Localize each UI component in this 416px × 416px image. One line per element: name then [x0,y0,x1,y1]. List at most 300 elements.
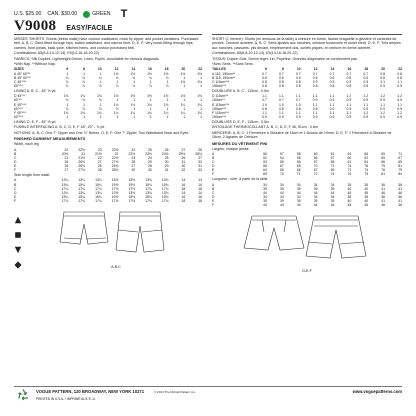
value-cell: 34 [263,195,267,200]
value-cell: 10 [296,67,301,72]
value-cell: 46 [381,191,385,196]
footer-copyright: © 2014 The McCall Pattern Co. [154,390,196,394]
value-cell: 40 [364,186,369,191]
value-cell: 67 [398,156,402,160]
value-cell: 0.8 [329,83,335,88]
value-cell: 20½ [61,151,69,156]
price-can: CAN. $30.00 [47,11,78,17]
value-cell: 41 [381,186,385,191]
value-cell: 1.1 [295,94,301,99]
value-cell: 57 [313,160,318,165]
value-cell: 0.9 [312,79,318,84]
value-cell: 1½ [163,94,169,99]
value-cell: 44 [330,203,335,208]
value-cell: 60 [347,156,352,160]
divider-fr [212,34,402,35]
value-cell: 6 [264,67,267,72]
value-cell: 1 [166,114,169,119]
value-cell: 0.8 [380,71,385,76]
value-cell: 34 [330,195,335,200]
value-cell: 0.9 [312,98,318,103]
value-cell: 17½ [111,198,119,203]
value-cell: 0.9 [329,114,335,119]
value-cell: 35 [364,195,369,200]
value-cell: 1 [166,79,169,84]
value-cell: 8 [281,67,284,72]
value-cell: 28½ [111,167,119,172]
value-cell: 0.8 [363,83,369,88]
value-cell: 15¼ [61,194,69,199]
table-row [212,172,402,176]
row-label-cell: A [212,151,215,156]
row-label-cell: E [14,194,17,199]
value-cell: 1 [200,114,202,119]
value-cell: 41 [381,199,385,204]
value-cell: 15¼ [95,194,102,199]
value-cell: 23½ [145,151,152,156]
value-cell: 32 [198,159,202,164]
value-cell: 14 [198,178,202,183]
value-cell: 0.8 [262,83,267,88]
value-cell: 13¾ [145,178,152,183]
value-cell: 1.1 [380,79,385,84]
value-cell: 25 [148,147,152,152]
value-cell: 16 [148,67,152,72]
value-cell: 66 [364,151,369,156]
value-cell: 40 [364,199,369,204]
value-cell: 67 [279,164,284,169]
value-cell: 1 [83,71,85,76]
row-label-cell: 60"*** [14,106,23,111]
value-cell: 36 [398,182,402,187]
value-cell: 31 [164,167,169,172]
value-cell: 0.9 [346,79,352,84]
row-label-cell: 60"*** [14,83,23,88]
value-cell: 14 [131,67,136,72]
shorts-sketch-def [212,212,402,273]
value-cell: 22 [64,147,69,152]
value-cell: 1 [116,79,119,84]
value-cell: 0.8 [279,106,284,111]
sketch-label-abc: A-B-C [111,265,121,270]
value-cell: 1.0 [262,102,267,107]
row-label-cell: B [212,156,215,160]
value-cell: 1.2 [346,94,352,99]
value-cell: 30 [148,167,152,172]
row-label-cell: E 115cm*** [212,102,230,107]
value-cell: ¾ [115,75,119,80]
fabrics-en: FABRICS: Silk Dupioni, Lightweight Denim, Linen, Poplin. Unsuitable for obvious diagonals. [14,56,160,61]
value-cell: 35 [364,182,369,187]
row-label-cell: C 115cm*** [212,79,230,84]
value-cell: 1.0 [295,102,301,107]
value-cell: 1⅛ [147,102,152,107]
value-cell: 0.6 [279,75,284,80]
nap-note-fr: *Avec Sens. **Sans Sens. [212,62,254,67]
value-cell: 39 [330,186,335,191]
footer-website[interactable]: www.voguepatterns.com [352,389,402,394]
row-label-cell: F 45"*** [14,110,26,115]
value-cell: 1¼ [130,110,136,115]
value-cell: 14 [198,190,202,195]
row-label-cell: E [212,168,215,173]
row-label-cell: D 45"** [14,94,26,99]
shorts-def-drawing [242,212,372,268]
value-cell: 18 [364,67,369,72]
value-cell: 1¼ [163,110,169,115]
value-cell: 0.9 [346,98,352,103]
value-cell: 1 [166,106,169,111]
value-cell: 36 [381,195,385,200]
value-cell: 16 [198,194,202,199]
value-cell: 1.1 [329,102,335,107]
value-cell: 0.7 [363,71,369,76]
value-cell: 1⅛ [96,94,102,99]
value-cell: 27 [131,163,136,168]
value-cell: 13¼ [61,178,69,183]
value-cell: 0.9 [346,114,352,119]
value-cell: 21 [81,151,85,156]
value-cell: 13½ [128,178,136,183]
value-cell: 29 [131,167,136,172]
value-cell: 31 [181,159,186,164]
table-row [14,115,202,119]
row-label-cell: F 115cm*** [212,110,229,115]
value-cell: 15½ [128,194,136,199]
value-cell: ¾ [65,75,69,80]
pattern-number: V9008 [14,18,57,34]
value-cell: 39 [279,186,284,191]
value-cell: 12 [313,67,318,72]
value-cell: 69 [263,172,267,177]
value-cell: 20 [381,67,385,72]
value-cell: ⅞ [115,83,119,88]
value-cell: 0.7 [262,98,267,103]
row-label-cell: F [212,172,215,177]
value-cell: 17¼ [61,186,69,191]
value-cell: 39 [313,186,318,191]
square-icon [14,231,22,239]
value-cell: 17½ [128,186,136,191]
table-row [14,84,202,88]
value-cell: 35 [347,195,352,200]
value-cell: 1 [183,75,186,80]
value-cell: 26 [64,159,69,164]
value-cell: 1.1 [329,110,335,115]
value-cell: 0.9 [329,79,335,84]
metrage-def-table-fr [212,94,402,119]
value-cell: 26 [164,147,169,152]
value-cell: 55 [296,156,301,160]
row-label-cell: A 45" 60"** [14,71,31,76]
value-cell: 6 [66,67,69,72]
value-cell: 39 [296,199,301,204]
value-cell: 1.2 [397,94,402,99]
row-label-cell: C [14,155,17,160]
value-cell: 0.6 [262,75,267,80]
value-cell: 0.7 [262,71,267,76]
value-cell: 15¾ [161,194,169,199]
value-cell: 1½ [163,71,169,76]
value-cell: 1 [149,106,152,111]
value-cell: 1 [116,114,119,119]
value-cell: 1.2 [363,110,369,115]
row-label-cell: F [14,167,17,172]
value-cell: 1½ [197,71,202,76]
value-cell: 44 [296,191,301,196]
finished-title-en: FINISHED GARMENT MEASUREMENTS [14,137,86,142]
value-cell: 23½ [111,147,119,152]
notions-en: NOTIONS: A, B, C: One 7" Zipper and One ⅞" Button. D, E, F: One 7" Zipper, Two Waistband Hook and Eyes. [14,130,190,135]
value-cell: 65 [279,168,284,173]
value-cell: 41 [398,199,402,204]
value-cell: 0.8 [397,71,402,76]
value-cell: 71 [398,151,402,156]
value-cell: 1 [149,98,152,103]
value-cell: 64 [347,151,352,156]
value-cell: 1.2 [397,110,402,115]
value-cell: 1 [66,114,69,119]
value-cell: 0.9 [380,98,385,103]
value-cell: 24 [148,155,152,160]
row-label-cell: SIZES [14,67,24,72]
value-cell: 54 [279,156,284,160]
value-cell: 64 [263,168,267,173]
table-row [212,203,402,207]
value-cell: 15½ [111,182,119,187]
width-table-fr [212,152,402,177]
value-cell: 34 [313,182,318,187]
value-cell: 22 [198,67,202,72]
value-cell: 17¼ [78,198,85,203]
value-cell: 74 [364,168,369,173]
value-cell: 17¾ [145,198,152,203]
value-cell: 22 [398,67,402,72]
row-label-cell: B [14,182,17,187]
value-cell: 1.1 [279,94,284,99]
value-cell: 1¼ [197,110,202,115]
value-cell: 23 [97,147,102,152]
row-label-cell: D [212,164,215,169]
row-label-cell: E [14,163,17,168]
value-cell: 0.7 [279,98,284,103]
value-cell: 1½ [197,94,202,99]
value-cell: 22½ [78,147,85,152]
value-cell: 1 [99,102,102,107]
row-label-cell: 150cm*** [212,114,227,119]
row-label-cell: 150cm*** [212,83,227,88]
value-cell: 0.9 [363,114,369,119]
value-cell: 1.2 [363,94,369,99]
footer [14,386,402,408]
value-cell: 69 [330,168,335,173]
table-row [212,84,402,88]
value-cell: 1.1 [312,110,318,115]
value-cell: 26½ [195,151,202,156]
value-cell: 12 [114,67,119,72]
value-cell: 1.1 [262,94,267,99]
value-cell: 14 [330,67,335,72]
value-cell: 1½ [130,94,136,99]
value-cell: 44 [263,191,267,196]
value-cell: 1½ [130,71,136,76]
value-cell: 0.9 [363,79,369,84]
value-cell: 79 [364,172,369,177]
value-cell: 22½ [111,155,119,160]
value-cell: 23 [131,155,136,160]
value-cell: 1⅛ [113,94,119,99]
value-cell: ⅞ [98,83,102,88]
value-cell: 13¾ [161,178,169,183]
value-cell: 1 [200,83,202,88]
value-cell: 0.6 [346,75,352,80]
value-cell: 44 [330,191,335,196]
value-cell: 15¼ [78,194,85,199]
value-cell: 22 [97,155,102,160]
value-cell: 0.9 [397,106,402,111]
value-cell: 1⅛ [80,110,85,115]
footer-address: VOGUE PATTERN, 120 BROADWAY, NEW YORK 10271 [36,389,145,394]
value-cell: 1.1 [262,110,267,115]
value-cell: 0.9 [380,83,385,88]
row-label-cell: A [14,178,17,183]
value-cell: 15¾ [161,182,169,187]
row-label-cell: A 115, 150cm** [212,71,236,76]
value-cell: 18 [181,186,186,191]
value-cell: 41 [398,186,402,191]
value-cell: 1⅛ [96,110,102,115]
value-cell: 0.8 [312,106,318,111]
value-cell: 1.1 [312,94,318,99]
value-cell: 61 [330,151,335,156]
title-row [14,18,202,32]
value-cell: 33 [198,167,202,172]
value-cell: 24 [131,147,136,152]
metrage-table-fr [212,67,402,87]
value-cell: 0.8 [312,83,318,88]
value-cell: 1¼ [113,110,119,115]
value-cell: 0.9 [279,114,284,119]
value-cell: 44 [313,203,318,208]
value-cell: ⅞ [65,83,69,88]
value-cell: 71 [347,168,352,173]
value-cell: 1 [83,102,85,107]
value-cell: 1 [66,71,69,76]
value-cell: 27 [181,147,186,152]
value-cell: 81 [381,172,385,177]
value-cell: 18 [181,198,186,203]
value-cell: ⅞ [65,79,69,84]
english-column [14,10,202,269]
value-cell: 16 [198,182,202,187]
combinations-fr: Combinaisons: A5(6-8-10-12-14), E5(14-16-18-20-22) [212,51,298,56]
difficulty-label: EASY/FACILE [66,25,113,32]
description-en: MISSES' SHORTS: Shorts (below waist) have contour waistband, mock fly zipper, and pocket variations. Purchased belt. A, B, C: Semi-fitted through hips, button waistband, and narrow hem. D, E, F: Very loose-fitting through hips, carriers, front pleats, back yoke, stitched hems, and contour purchased belt. [14,37,199,50]
value-cell: 39 [263,186,267,191]
value-cell: 1 [183,83,186,88]
value-cell: 36 [381,182,385,187]
value-cell: 0.9 [397,98,402,103]
value-cell: ¾ [165,75,169,80]
value-cell: 1½ [113,71,119,76]
value-cell: 58 [296,151,301,156]
value-cell: 13¼ [78,190,85,195]
value-cell: 1.1 [346,110,352,115]
value-cell: 1½ [180,71,186,76]
row-label-cell: F [14,198,17,203]
value-cell: 0.9 [329,98,335,103]
value-cell: 0.9 [329,106,335,111]
row-label-cell: B [14,151,17,156]
value-cell: 1½ [180,94,186,99]
price-row [14,10,202,18]
value-cell: 1⅛ [63,110,69,115]
value-cell: 1 [183,98,186,103]
value-cell: 17¼ [61,198,69,203]
value-cell: 40 [347,199,352,204]
row-label-cell: C [212,160,215,165]
value-cell: 36 [398,195,402,200]
value-cell: 45 [364,203,369,208]
nap-note-en: *With Nap. **Without Nap. [14,62,56,67]
value-cell: 26½ [111,163,119,168]
value-cell: 26 [181,155,186,160]
value-cell: 1 [99,79,102,84]
value-cell: 1 [166,98,169,103]
value-cell: 25½ [78,163,85,168]
lining-abc-en: LINING A, B, C - 45" ½ yd. [14,88,57,93]
value-cell: 1.1 [312,102,318,107]
value-cell: 1¼ [180,110,186,115]
value-cell: 81 [398,164,402,169]
value-cell: ⅞ [82,106,85,111]
value-cell: 35 [347,182,352,187]
fusible-en: FUSIBLE INTERFACING A, B, C, D, E, F 18", 20" - ⅞ yd. [14,125,106,130]
value-cell: 15¼ [61,182,69,187]
value-cell: 0.9 [380,114,385,119]
lining-abc-fr: DOUBLURE A, B, C - 115cm - 0.5m [212,88,270,93]
value-cell: 0.8 [279,79,284,84]
value-cell: 13¾ [145,190,152,195]
value-cell: 0.8 [295,79,301,84]
green-dot-icon [83,11,90,18]
value-cell: 27½ [111,159,119,164]
value-cell: 79 [381,164,385,169]
value-cell: 25½ [178,151,186,156]
value-cell: 39 [279,199,284,204]
row-label-cell: 150cm** [212,98,225,103]
value-cell: 76 [364,164,369,169]
size-letter: T [120,8,128,20]
value-cell: 45 [347,191,352,196]
value-cell: 29 [148,159,152,164]
value-cell: 79 [398,168,402,173]
value-cell: ⅞ [115,106,119,111]
row-label-cell: C 45"*** [14,79,27,84]
value-cell: 16 [181,182,186,187]
value-cell: ⅞ [148,83,152,88]
value-cell: 0.9 [262,114,267,119]
row-label-cell: E 45"*** [14,102,27,107]
value-cell: 40 [347,186,352,191]
value-cell: 1 [149,79,152,84]
value-cell: 84 [398,172,402,177]
value-cell: 56 [296,160,301,165]
row-label-cell: C [212,191,215,196]
value-cell: 0.8 [295,106,301,111]
row-label-cell: B 115, 150cm** [212,75,236,80]
value-cell: 1 [133,114,136,119]
